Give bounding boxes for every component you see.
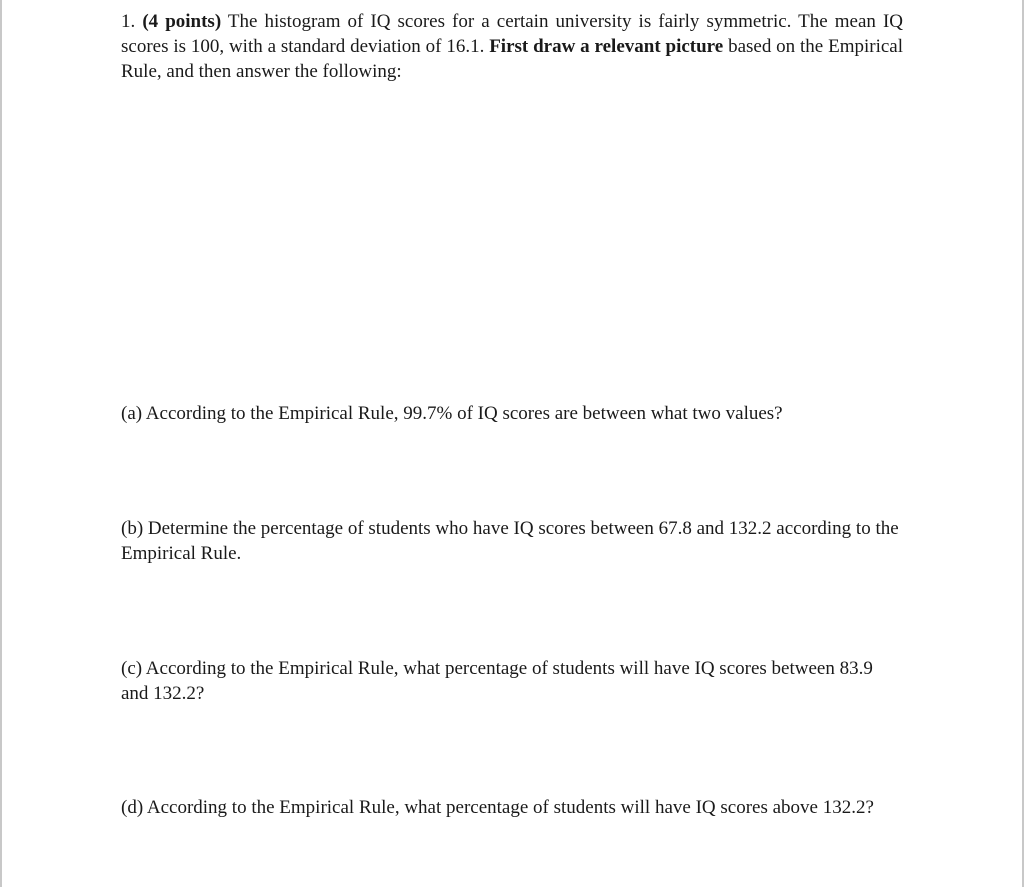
page-left-border [0, 0, 2, 887]
part-a-text: (a) According to the Empirical Rule, 99.7% of IQ scores are between what two values? [121, 403, 783, 424]
question-instruction-bold: First draw a relevant picture [489, 36, 724, 57]
question-1-text [121, 9, 903, 84]
part-d-text: (d) According to the Empirical Rule, what percentage of students will have IQ scores above 132.2? [121, 797, 874, 818]
part-c-text: (c) According to the Empirical Rule, what percentage of students will have IQ scores between 83.9 and 132.2? [121, 658, 873, 704]
question-intro: The histogram of IQ scores for a certain university is fairly symmetric. The mean IQ scores is 100, with a standard deviation of 16.1. [121, 11, 903, 57]
part-b-text: (b) Determine the percentage of students who have IQ scores between 67.8 and 132.2 according to the Empirical Rule. [121, 518, 899, 564]
question-points: (4 points) [142, 11, 222, 32]
question-instruction-rest: based on the Empirical Rule, and then answer the following: [121, 36, 904, 82]
question-number: 1. [121, 11, 136, 32]
